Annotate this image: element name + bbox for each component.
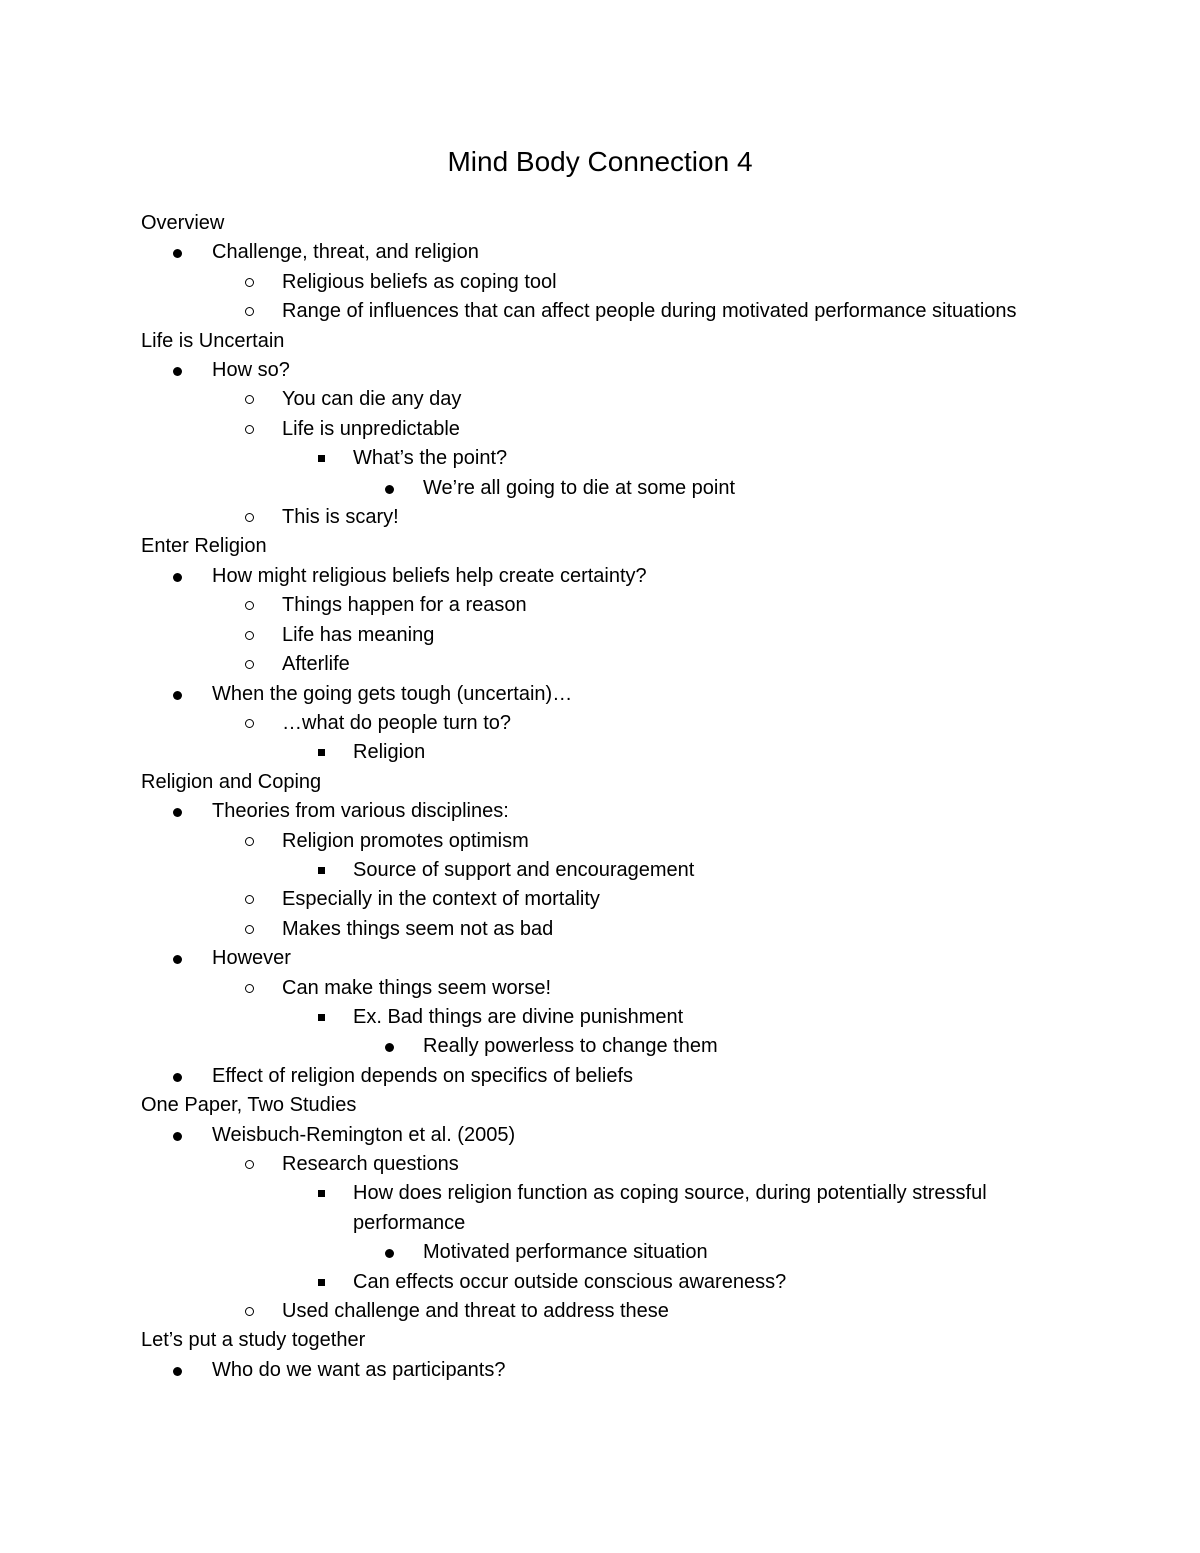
- bullet-dot-icon: [385, 1249, 394, 1258]
- list-item: [141, 650, 1081, 679]
- list-item-text: Religion: [353, 741, 426, 764]
- list-item: [141, 503, 1081, 532]
- section-heading: [141, 532, 1081, 561]
- bullet-circle-icon: [245, 925, 254, 934]
- list-item: [141, 621, 1081, 650]
- document-title: Mind Body Connection 4: [447, 146, 753, 177]
- list-item-text: Effect of religion depends on specifics of beliefs: [212, 1064, 633, 1087]
- list-item: [141, 1121, 1081, 1150]
- bullet-circle-icon: [245, 660, 254, 669]
- list-item-text: Makes things seem not as bad: [282, 917, 554, 940]
- list-item-text: Things happen for a reason: [282, 594, 527, 617]
- bullet-circle-icon: [245, 719, 254, 728]
- bullet-square-icon: [318, 1279, 325, 1286]
- bullet-dot-icon: [173, 573, 182, 582]
- section-heading: [141, 327, 1081, 356]
- section-heading-text: Religion and Coping: [141, 770, 322, 793]
- bullet-dot-icon: [173, 1073, 182, 1082]
- list-item: [141, 944, 1081, 973]
- section-heading-text: Enter Religion: [141, 535, 267, 558]
- list-item: [141, 1003, 1081, 1032]
- bullet-dot-icon: [385, 1043, 394, 1052]
- list-item-text: Research questions: [282, 1153, 459, 1175]
- list-item: [141, 1032, 1081, 1061]
- list-item: [141, 1150, 1081, 1179]
- list-item-text: Religion promotes optimism: [282, 829, 529, 852]
- bullet-circle-icon: [245, 425, 254, 434]
- list-item: [141, 444, 1081, 473]
- list-item-text: Weisbuch-Remington et al. (2005): [212, 1123, 516, 1146]
- section-heading: [141, 1326, 1081, 1355]
- list-item-text: You can die any day: [282, 388, 462, 411]
- list-item: [141, 1179, 1081, 1238]
- bullet-circle-icon: [245, 1160, 254, 1169]
- list-item: [141, 474, 1081, 503]
- list-item: [141, 297, 1081, 326]
- list-item: [141, 1356, 1081, 1385]
- bullet-circle-icon: [245, 631, 254, 640]
- bullet-square-icon: [318, 867, 325, 874]
- list-item-text: We’re all going to die at some point: [423, 476, 736, 499]
- bullet-circle-icon: [245, 837, 254, 846]
- list-item-text: Motivated performance situation: [423, 1241, 708, 1264]
- list-item: [141, 680, 1081, 709]
- bullet-dot-icon: [173, 808, 182, 817]
- section-heading-text: One Paper, Two Studies: [141, 1094, 357, 1117]
- bullet-dot-icon: [173, 955, 182, 964]
- list-item-text: Source of support and encouragement: [353, 858, 695, 881]
- list-item-text: How might religious beliefs help create certainty?: [212, 564, 647, 587]
- list-item: [141, 562, 1081, 591]
- bullet-dot-icon: [173, 249, 182, 258]
- list-item-text: When the going gets tough (uncertain)…: [212, 682, 573, 705]
- list-item: [141, 268, 1081, 297]
- bullet-square-icon: [318, 1190, 325, 1197]
- bullet-circle-icon: [245, 278, 254, 287]
- list-item-text: Life has meaning: [282, 623, 435, 646]
- list-item-text: This is scary!: [282, 506, 399, 529]
- list-item: [141, 356, 1081, 385]
- list-item: [141, 974, 1081, 1003]
- bullet-dot-icon: [173, 1367, 182, 1376]
- list-item-text: Can make things seem worse!: [282, 976, 552, 999]
- bullet-square-icon: [318, 749, 325, 756]
- list-item-text: Who do we want as participants?: [212, 1358, 506, 1381]
- list-item-text: Range of influences that can affect people during motivated performance situations: [282, 300, 1017, 323]
- list-item: [141, 385, 1081, 414]
- bullet-square-icon: [318, 1014, 325, 1021]
- list-item: [141, 591, 1081, 620]
- list-item-text: …what do people turn to?: [282, 711, 512, 734]
- section-heading-text: Overview: [141, 212, 225, 234]
- bullet-circle-icon: [245, 1307, 254, 1316]
- list-item: [141, 738, 1081, 767]
- list-item: [141, 797, 1081, 826]
- list-item-text: Really powerless to change them: [423, 1035, 718, 1058]
- list-item: [141, 827, 1081, 856]
- list-item: [141, 885, 1081, 914]
- list-item: [141, 415, 1081, 444]
- list-item: [141, 1268, 1081, 1297]
- list-item-text: What’s the point?: [353, 447, 508, 470]
- list-item: [141, 1297, 1081, 1326]
- bullet-dot-icon: [173, 691, 182, 700]
- bullet-circle-icon: [245, 895, 254, 904]
- list-item-text: Religious beliefs as coping tool: [282, 270, 557, 293]
- list-item-text: Ex. Bad things are divine punishment: [353, 1005, 684, 1028]
- list-item: [141, 856, 1081, 885]
- bullet-dot-icon: [173, 1132, 182, 1141]
- list-item-text: However: [212, 947, 291, 970]
- bullet-circle-icon: [245, 984, 254, 993]
- list-item: [141, 1062, 1081, 1091]
- list-item: [141, 915, 1081, 944]
- list-item-text: Can effects occur outside conscious awareness?: [353, 1270, 787, 1293]
- list-item-text: How does religion function as coping source, during potentially stressful performance: [353, 1182, 987, 1234]
- list-item-text: Life is unpredictable: [282, 417, 460, 440]
- list-item: [141, 709, 1081, 738]
- bullet-circle-icon: [245, 513, 254, 522]
- section-heading: [141, 209, 1081, 238]
- bullet-dot-icon: [173, 367, 182, 376]
- bullet-circle-icon: [245, 307, 254, 316]
- list-item-text: Theories from various disciplines:: [212, 800, 509, 823]
- section-heading-text: Let’s put a study together: [141, 1329, 366, 1352]
- list-item-text: Afterlife: [282, 653, 350, 676]
- section-heading: [141, 1091, 1081, 1120]
- list-item: [141, 1238, 1081, 1267]
- list-item-text: Used challenge and threat to address these: [282, 1300, 669, 1323]
- list-item-text: How so?: [212, 359, 290, 382]
- bullet-square-icon: [318, 455, 325, 462]
- list-item-text: Challenge, threat, and religion: [212, 241, 479, 264]
- bullet-circle-icon: [245, 601, 254, 610]
- list-item: [141, 238, 1081, 267]
- bullet-dot-icon: [385, 485, 394, 494]
- section-heading-text: Life is Uncertain: [141, 329, 285, 352]
- bullet-circle-icon: [245, 395, 254, 404]
- list-item-text: Especially in the context of mortality: [282, 888, 600, 911]
- document-body: [141, 209, 1081, 1385]
- section-heading: [141, 768, 1081, 797]
